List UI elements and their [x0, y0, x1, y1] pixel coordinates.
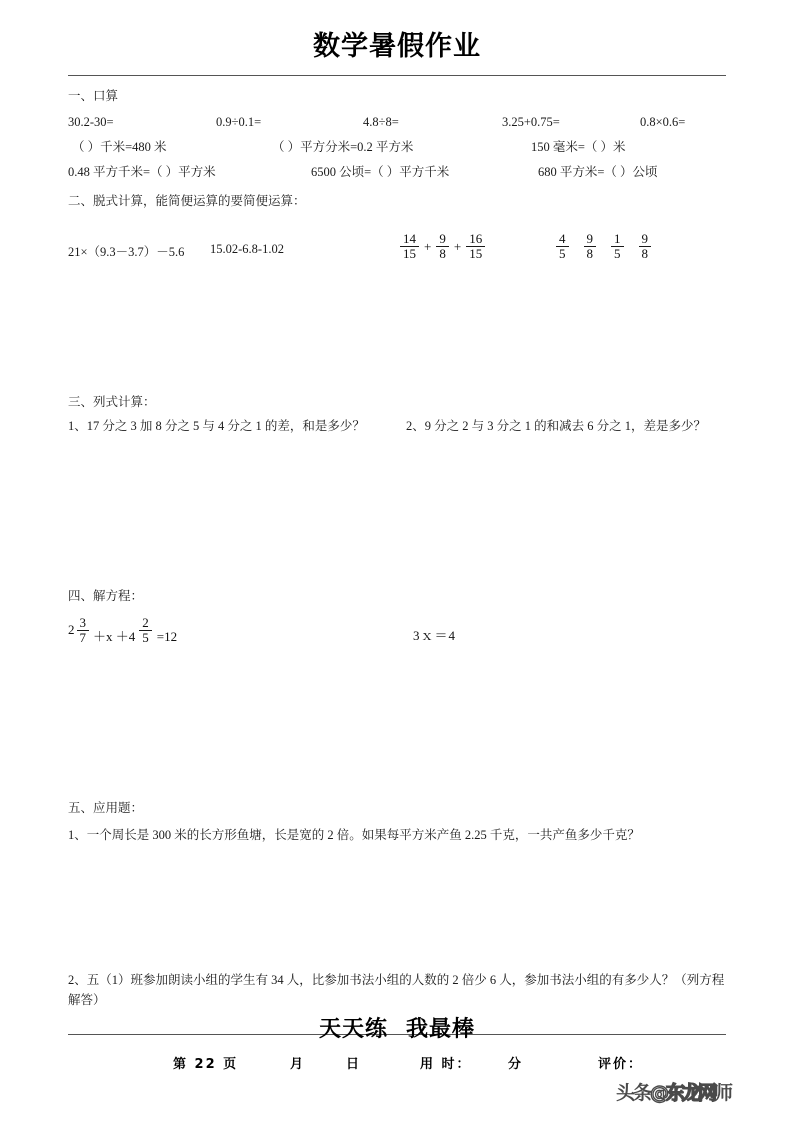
operator-plus-2: + — [453, 238, 462, 254]
section-2-heading: 二、脱式计算，能简便运算的要简便运算： — [68, 193, 306, 208]
calc-expression-1: 21×（9.3－3.7）－5.6 — [68, 245, 185, 260]
equation-1 — [68, 616, 177, 645]
section-3-questions — [68, 416, 726, 458]
section-3-answer-space — [68, 458, 726, 576]
unit-conversion-2: （ ）平方分米=0.2 平方米 — [272, 139, 414, 154]
time-used-label: 用 时： — [420, 1057, 472, 1072]
unit-conversion-1: （ ）千米=480 米 — [72, 139, 167, 154]
fraction-14-15: $\frac{14}{15}$ — [400, 232, 419, 261]
page-number: 第 22 页 — [173, 1057, 239, 1072]
section-1-heading: 一、口算 — [68, 88, 119, 103]
unit-conversion-4: 0.48 平方千米=（ ）平方米 — [68, 164, 216, 179]
month-label: 月 — [290, 1057, 306, 1072]
footer-slogan-right: 我最棒 — [406, 1017, 476, 1042]
page-title: 数学暑假作业 — [313, 31, 481, 62]
rating-label: 评价： — [598, 1057, 644, 1072]
equation-2: 3ｘ＝4 — [413, 627, 457, 643]
worksheet-body — [68, 0, 726, 1010]
section-3-heading: 三、列式计算： — [68, 395, 156, 410]
section-1-row-2 — [68, 138, 726, 156]
section-5-answer-space-1 — [68, 845, 726, 963]
calc-expression-3 — [398, 232, 487, 261]
day-label: 日 — [346, 1057, 362, 1072]
calc-expression-2: 15.02-6.8-1.02 — [210, 242, 284, 257]
unit-conversion-5: 6500 公顷=（ ）平方千米 — [311, 164, 450, 179]
oral-problem-4: 3.25+0.75= — [502, 114, 560, 129]
unit-conversion-3: 150 毫米=（ ）米 — [531, 139, 626, 154]
section-4-equations — [68, 616, 726, 662]
oral-problem-1: 30.2-30= — [68, 114, 114, 129]
fraction-9-8-b: $\frac{9}{8}$ — [584, 232, 597, 261]
section-4-answer-space — [68, 662, 726, 788]
oral-problem-5: 0.8×0.6= — [640, 114, 686, 129]
oral-problem-3: 4.8÷8= — [363, 114, 399, 129]
section-5-heading: 五、应用题： — [68, 800, 144, 815]
section-4-heading: 四、解方程： — [68, 589, 144, 603]
section-5-question-1: 1、一个周长是 300 米的长方形鱼塘，长是宽的 2 倍。如果每平方米产鱼 2.25 千克，一共产鱼多少千克？ — [68, 827, 640, 842]
equation-1-tail: =12 — [156, 628, 178, 644]
section-1-row-1 — [68, 113, 726, 131]
footer-slogan-left: 天天练 — [318, 1017, 388, 1042]
fraction-1-5: $\frac{1}{5}$ — [611, 232, 624, 261]
section-3-question-1: 1、17 分之 3 加 8 分之 5 与 4 分之 1 的差，和是多少？ — [68, 419, 365, 433]
footer-meta-row — [68, 1053, 726, 1077]
section-5-question-2: 2、五（1）班参加朗读小组的学生有 34 人，比参加书法小组的人数的 2 倍少 6 人，参加书法小组的有多少人？（列方程解答） — [68, 972, 725, 1007]
equation-1-middle: ＋x ＋4 — [93, 628, 136, 644]
footer-slogan — [68, 1012, 726, 1043]
section-2-expressions — [68, 224, 726, 286]
fraction-4-5: $\frac{4}{5}$ — [556, 232, 569, 261]
mixed-number-1: 2 $\frac{3}{7}$ — [68, 616, 91, 645]
watermark-suffix: 师 — [714, 1082, 732, 1104]
fraction-16-15: $\frac{16}{15}$ — [466, 232, 485, 261]
section-1-row-3 — [68, 163, 726, 181]
fraction-3-7: $\frac{3}{7}$ — [77, 616, 90, 645]
fraction-9-8-c: $\frac{9}{8}$ — [639, 232, 652, 261]
unit-conversion-6: 680 平方米=（ ）公顷 — [538, 164, 658, 179]
calc-expression-4 — [543, 232, 653, 261]
watermark-prefix: 头条 — [616, 1082, 651, 1104]
footer-banner — [68, 1012, 726, 1048]
title-divider — [68, 75, 726, 76]
section-2-answer-space — [68, 286, 726, 382]
watermark — [616, 1078, 731, 1105]
watermark-handle: @东龙网 — [650, 1082, 715, 1104]
fraction-9-8: $\frac{9}{8}$ — [436, 232, 449, 261]
operator-plus-1: + — [424, 238, 432, 254]
minute-label: 分 — [508, 1057, 524, 1072]
page-footer — [68, 1012, 726, 1077]
oral-problem-2: 0.9÷0.1= — [216, 114, 262, 129]
section-3-question-2: 2、9 分之 2 与 3 分之 1 的和减去 6 分之 1，差是多少？ — [406, 419, 707, 433]
fraction-2-5: $\frac{2}{5}$ — [139, 616, 152, 645]
